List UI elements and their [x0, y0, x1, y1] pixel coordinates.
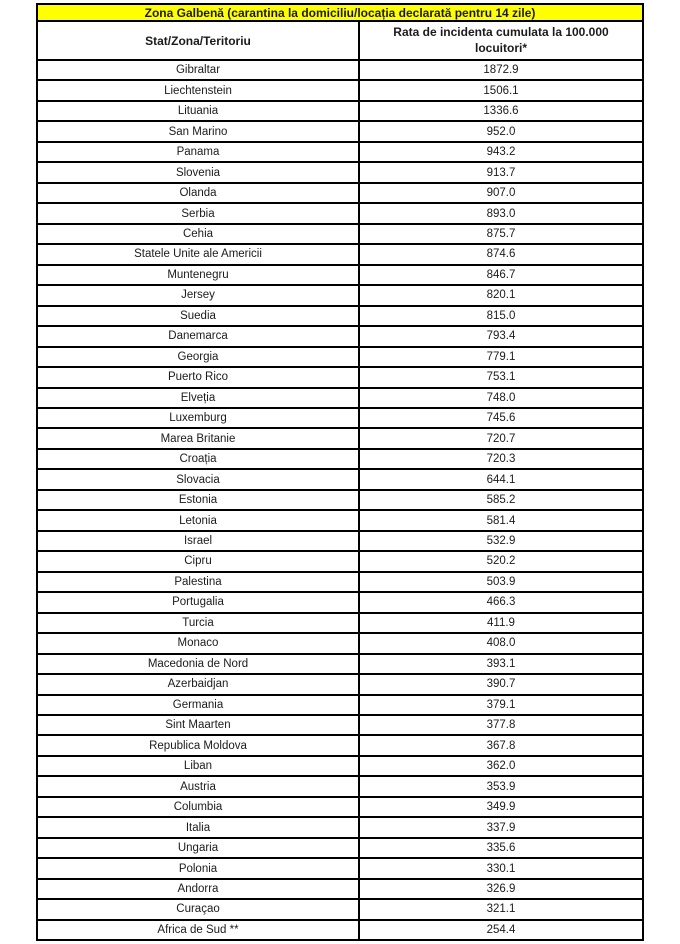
rate-cell: 893.0 — [486, 207, 516, 220]
country-cell: Croația — [38, 450, 360, 468]
table-title-banner: Zona Galbenă (carantina la domiciliu/locația declarată pentru 14 zile) — [38, 5, 642, 22]
rate-cell: 875.7 — [486, 227, 516, 240]
table-row — [38, 777, 642, 797]
table-row — [38, 204, 642, 224]
table-row — [38, 470, 642, 490]
country-cell: Elveția — [38, 389, 360, 407]
rate-cell: 753.1 — [486, 371, 516, 384]
table-row — [38, 184, 642, 204]
table-row — [38, 900, 642, 920]
table-row — [38, 798, 642, 818]
rate-cell: 335.6 — [486, 842, 516, 855]
rate-cell: 367.8 — [486, 739, 516, 752]
column-header-rate: Rata de incidenta cumulata la 100.000 locuitori* — [393, 24, 609, 55]
country-cell: Azerbaidjan — [38, 675, 360, 693]
country-cell: Danemarca — [38, 327, 360, 345]
country-cell: Statele Unite ale Americii — [38, 245, 360, 263]
table-row — [38, 389, 642, 409]
table-row — [38, 839, 642, 859]
country-cell: Olanda — [38, 184, 360, 202]
rate-cell: 874.6 — [486, 248, 516, 261]
country-cell: Luxemburg — [38, 409, 360, 427]
rate-cell: 254.4 — [486, 923, 516, 936]
table-row — [38, 81, 642, 101]
table-row — [38, 736, 642, 756]
table-row — [38, 532, 642, 552]
country-cell: Sint Maarten — [38, 716, 360, 734]
rate-cell: 337.9 — [486, 821, 516, 834]
rate-cell: 907.0 — [486, 187, 516, 200]
country-cell: Suedia — [38, 307, 360, 325]
rate-cell: 720.7 — [486, 432, 516, 445]
table-row — [38, 573, 642, 593]
country-cell: San Marino — [38, 122, 360, 140]
country-cell: Liechtenstein — [38, 81, 360, 99]
rate-cell: 745.6 — [486, 412, 516, 425]
rate-cell: 581.4 — [486, 514, 516, 527]
rate-cell: 779.1 — [486, 350, 516, 363]
table-body — [38, 61, 642, 939]
rate-cell: 943.2 — [486, 146, 516, 159]
country-cell: Macedonia de Nord — [38, 655, 360, 673]
rate-cell: 952.0 — [486, 125, 516, 138]
country-cell: Columbia — [38, 798, 360, 816]
incidence-table — [36, 3, 644, 941]
country-cell: Marea Britanie — [38, 429, 360, 447]
table-row — [38, 696, 642, 716]
rate-cell: 585.2 — [486, 494, 516, 507]
country-cell: Muntenegru — [38, 266, 360, 284]
table-row — [38, 614, 642, 634]
country-cell: Lituania — [38, 102, 360, 120]
country-cell: Serbia — [38, 204, 360, 222]
rate-cell: 815.0 — [486, 309, 516, 322]
table-row — [38, 655, 642, 675]
country-cell: Turcia — [38, 614, 360, 632]
rate-cell: 390.7 — [486, 678, 516, 691]
country-cell: Portugalia — [38, 593, 360, 611]
rate-cell: 720.3 — [486, 453, 516, 466]
table-row — [38, 859, 642, 879]
rate-cell: 820.1 — [486, 289, 516, 302]
rate-cell: 466.3 — [486, 596, 516, 609]
rate-cell: 793.4 — [486, 330, 516, 343]
table-row — [38, 61, 642, 81]
table-row — [38, 409, 642, 429]
rate-cell: 349.9 — [486, 801, 516, 814]
rate-cell: 379.1 — [486, 698, 516, 711]
country-cell: Estonia — [38, 491, 360, 509]
table-row — [38, 450, 642, 470]
table-row — [38, 225, 642, 245]
table-row — [38, 266, 642, 286]
table-row — [38, 880, 642, 900]
table-row — [38, 675, 642, 695]
table-row — [38, 511, 642, 531]
rate-cell: 326.9 — [486, 882, 516, 895]
table-row — [38, 368, 642, 388]
rate-cell: 393.1 — [486, 657, 516, 670]
table-row — [38, 327, 642, 347]
table-row — [38, 245, 642, 265]
rate-cell: 913.7 — [486, 166, 516, 179]
table-row — [38, 163, 642, 183]
country-cell: Austria — [38, 777, 360, 795]
table-row — [38, 921, 642, 939]
country-cell: Germania — [38, 696, 360, 714]
table-header-row — [38, 22, 642, 61]
rate-cell: 532.9 — [486, 535, 516, 548]
rate-cell: 362.0 — [486, 760, 516, 773]
table-row — [38, 429, 642, 449]
country-cell: Puerto Rico — [38, 368, 360, 386]
column-header-country: Stat/Zona/Teritoriu — [38, 22, 360, 59]
rate-cell: 520.2 — [486, 555, 516, 568]
country-cell: Letonia — [38, 511, 360, 529]
rate-cell: 1872.9 — [483, 64, 519, 77]
rate-cell: 748.0 — [486, 391, 516, 404]
country-cell: Slovacia — [38, 470, 360, 488]
country-cell: Curaçao — [38, 900, 360, 918]
country-cell: Jersey — [38, 286, 360, 304]
rate-cell: 503.9 — [486, 575, 516, 588]
table-row — [38, 122, 642, 142]
country-cell: Palestina — [38, 573, 360, 591]
country-cell: Israel — [38, 532, 360, 550]
table-row — [38, 593, 642, 613]
rate-cell: 330.1 — [486, 862, 516, 875]
country-cell: Andorra — [38, 880, 360, 898]
table-row — [38, 634, 642, 654]
table-row — [38, 818, 642, 838]
rate-cell: 846.7 — [486, 268, 516, 281]
rate-cell: 321.1 — [486, 903, 516, 916]
table-row — [38, 491, 642, 511]
table-row — [38, 716, 642, 736]
table-row — [38, 757, 642, 777]
country-cell: Cehia — [38, 225, 360, 243]
country-cell: Ungaria — [38, 839, 360, 857]
rate-cell: 377.8 — [486, 719, 516, 732]
country-cell: Africa de Sud ** — [38, 921, 360, 939]
country-cell: Monaco — [38, 634, 360, 652]
country-cell: Georgia — [38, 348, 360, 366]
country-cell: Republica Moldova — [38, 736, 360, 754]
country-cell: Slovenia — [38, 163, 360, 181]
country-cell: Italia — [38, 818, 360, 836]
rate-cell: 1336.6 — [483, 105, 519, 118]
country-cell: Panama — [38, 143, 360, 161]
country-cell: Cipru — [38, 552, 360, 570]
rate-cell: 1506.1 — [483, 84, 519, 97]
table-row — [38, 286, 642, 306]
rate-cell: 353.9 — [486, 780, 516, 793]
country-cell: Polonia — [38, 859, 360, 877]
table-row — [38, 307, 642, 327]
rate-cell: 411.9 — [487, 616, 515, 629]
country-cell: Liban — [38, 757, 360, 775]
country-cell: Gibraltar — [38, 61, 360, 79]
table-row — [38, 348, 642, 368]
rate-cell: 644.1 — [486, 473, 516, 486]
table-row — [38, 143, 642, 163]
table-row — [38, 102, 642, 122]
table-row — [38, 552, 642, 572]
rate-cell: 408.0 — [486, 637, 516, 650]
